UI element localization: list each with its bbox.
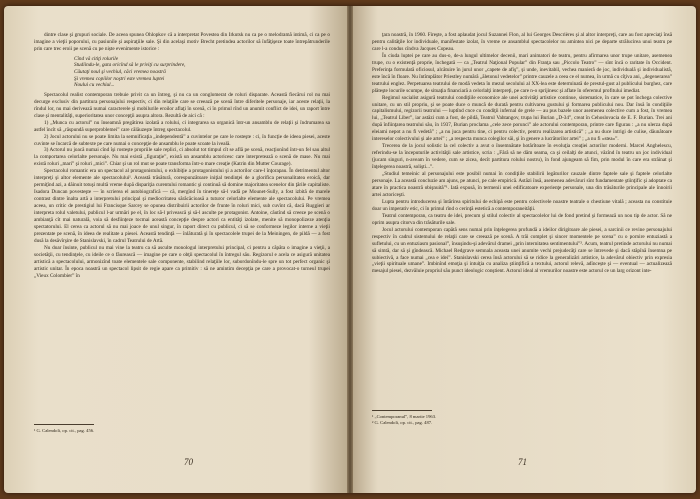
footnote-rule [372,410,432,411]
verse-line: Şi vremea copiilor noştri este vremea luptei [74,75,165,82]
verse-line: Studiindu-le, gata oricînd să le priviţi cu surprindere, [74,62,186,69]
verse-line: Căutaţi noul şi vechiul, căci vremea noastră [74,69,166,76]
left-text-column [34,32,330,280]
right-text-column [372,32,672,275]
page-number: 70 [184,457,193,467]
paragraph: Teatrul contemporan, ca teatru de idei, precum şi stilul colectiv al spectacolelor lui de fond pretind şi formează un nou tip de actor. Să ne oprim asupra citorva din trăsăturile sale. [372,212,672,226]
right-page [350,6,696,493]
page-number: 71 [518,457,527,467]
paragraph: Jocul actorului contemporan capătă sens numai prin înţelegerea profundă a ideilor dirigitoare ale piesei, a sarcinii ce revine personajului respectiv în cadrul sistemului de relaţii care se creează pe scenă. A trăi complet şi sincer momentele pe scena” cu o pornire entuziastă a sufletului, cu un entuziasm pasional”, însuşindu-şi adevărul dramei „prin internitatea sentimentului”². Acum, teatrul pretinde actorului nu numai să simtă, dar să şi gîndească. Michael Redgrave semnala aceasta unei anumite vechi prejudecăţi care se întrevede şi dacă stăpînă însemna pe subiectivă, a face numai „cea e idei”. Stanislavski cerea însă actorului să se ridice la generalizări artistice, la adevărul obiectiv prin expresia „vieţii spirituale umane”. Imbinînd emoţia şi intuiţia cu analiza ştiinţifică a textului, actorul relevă, adîncește şi — eventual — actualizează mesajul piesei, dezvăluie propriul său punct ideologic conştient. Actorul ideal al vremurilor noastre este actorul ce un larg orizont inte- [372,226,672,275]
footnote: ¹ „Contemporanul”, 8 martie 1963. [372,414,437,419]
book-gutter [347,6,353,493]
footnote: ² G. Calendoli, op. cit., pag. 487. [372,420,433,425]
paragraph: dintre clase şi grupuri sociale. De aceea spunea Ohlopkov că a interpretat Povestea din Irkutsk nu ca pe o melodramă intimă, ci ca pe o imagine a vieţii poporului, cu pasiunile şi aspiraţiile sale. Şi din acelaşi motiv Brecht pretindea actorilor să înfăţişeze toate întrepătrunderile prin care trec eroii pe scenă cu pe niște evenimente istorice : [34,32,330,52]
paragraph: Lupta pentru introducerea şi întărirea spiritului de echipă este pentru colectivele noastre teatrale o chestiune vitală ; aceasta nu constituie doar un imperativ etic, ci în primul rînd o cerinţă estetică a contemporaneităţii. [372,198,672,212]
paragraph: În ciuda luptei pe care au dus-o, de-a lungul ultimelor decenii, mari animatori de teatru, pentru afirmarea unor trupe unitare, asemenea trupe, cu o existenţă proprie, închegată — ca „Teatrul Naţional Popular” din Franţa sau „Piccolo Teatro” — sînt încă o raritate în Occident. Preferinţa formulată oficiosul, alcătuire în jurul unor „capete de afiş”, şi unde, inevitabil, vechea manieră de joc, individuală şi individualistă, este încă în floare. Nu întîmplător Priestley numără „ăletonul vedetelor” printre cauzele a ceea ce el numea, în urmă cu cîţiva ani, „degenerarea” teatrului englez. Perpetuarea teatrului de modă vedeta în mezul secolului al XX-lea este determinată de prestul-gust al publicului burghez, care plăteşte locurile scumpe, de situaţia financiară a celorlalţi interpreţi, pe care n-o sprijinesc şi aflate în oferemul profitului imediat. [372,52,672,94]
paragraph: ţara noastră, în 1960. Fireşte, a fost aplaudat jocul Suzannei Flon, al lui Georges Descrières şi al altor interpreţi, care au fost apreciaţi însă pentru calităţile lor individuale, manifestate izolat, în vreme ce ansamblul spectacolelor nu amintea nici pe departe strălucirea unui teatru pe care l-a condus cîndva Jacques Copeau. [372,32,672,52]
paragraph: 1) „Munca cu actorul” nu înseamnă pregătirea izolată a rolului, ci integrarea sa organică într-un ansamblu de relaţii şi îndrumarea sa astfel încît să „răspundă superproblemei” care călăuzeşte întreg spectacolul. [34,119,330,133]
paragraph: Spectacolul romantic era un spectacol al protagonistului, o exhibiţie a protagonistului şi a actorilor care-l înţorapau. În detrimentul altor interpreţi şi altor elemente ale spectacolului¹. Această trăsătură, corespunzătoare iniţial tendinţei de a glorifica personalitatea eroică, dar permiţînd azi, a dăinuit totuşi multă vreme după dispariţia curentului romantic şi continuă să domine majoritatea scenelor din ţările capitaliste. Isadora Duncan povesteşte — în scrierea el autobiografică — că, mergînd în tinereţe să-l vadă pe Mounet-Sully, a fost izbită de marele contrast dintre înalta artă a interpretului principal şi mediocritatea sărăcăcioasă a tuturor celorlalte elemente ale spectacolului. Pe vremea aceea, un critic de prestigiul lui Francisque Sarcey se opunea distribuirii actorilor de frunte în roluri mici, sub cuvînt că, dacă Ruggieri ar interpreta rolul valetului, publicul l-ar urmări pe el, în loc să-l privească şi să-l asculte pe protagonist. Antoine, căutînd să creeze pe scenă o ambianţă cît mai naturală, voia să desfiinţeze tocmai această concepţie despre actori ca entităţi izolate, menite să monopolizeze atenţia spectatorului. El cerea ca actorul să nu mai joace de unul singur, în raport direct cu publicul, ci să se conformeze legilor interne a vieţii prezentate pe scenă, în ideea de realitate a piesei. Această tendinţă — înlăturată şi în spectacolele trupei de la Meiningen, de pildă — a fost dusă la desăvîrşire de Stanislavski, în cadrul Teatrului de Artă. [34,168,330,244]
left-page [4,6,350,493]
paragraph: Trecerea de la jocul solistic la cel colectiv a avut o însemnătate hotărîtoare în evoluţia creaţiei actorilor moderni. Marcel Anghelescu, referindu-se la începuturile activităţii sale artistice, scria : „Fără să ne dăm seama, ca şi ceilalţi de atunci, văzînd în teatru un joc individual (jucam singuri, n-aveam în vedere, cum se zicea, decît partitura rolului nostru), în fond ajungeam să fim, prin modul în care era străinat şi înţelegerea noastră, solişti...”. [372,143,672,171]
book-spread [4,6,696,493]
footnote: ¹ G. Calendoli, op. cit., pag. 456. [34,428,95,433]
verse-line: Noului cu vechiul... [74,82,115,89]
paragraph: Spectacolul realist contemporan trebuie privit ca un întreg, şi nu ca un conglomerat de roluri disparate. Această fiecărui rol nu mai decurge exclusiv din partitura personajului respectiv, ci din relaţiile care se creează pe scenă între diferitele personaje, iar aceste relaţii, la rîndul lor, nu mai derivează numai caracterele şi mobilurile eroilor aflaţi în scenă, ci în primul rînd un anumit conflict de idei, un raport între clase şi mentalităţi, superioritatea unor concepţii asupra altora. Rezultă de aici că : [34,91,330,119]
footnotes [372,414,672,426]
paragraph: Regimul socialist asigură teatrului condiţiile economice ale unei activităţi artistice continue, sistematice, în care se pot închega colective unitare, cu un stil propriu, şi se poate duce o muncă de durată pentru cultivarea gustului şi formarea publicului nou. Dar însă în condiţiile capitalismului, regizorii teatrului — luptînd cnce cu condiţii infernal de grele — au pus bazele unor asemenea colective cum a fost, în vremea lui, „Teatrul Liber”, iar astăzi cum a fost, de pildă, Teatrul Vahtangov, trupa lui Burian „D-34”, creat în Cehoslovacia de E. F. Burian. Trei ani după înfiinţarea teatrului său, în 1937, Burian proclama „cele zece porunci” ale actorului contemporan, printre care figurau : „a nu ulerza după eleiami nepot a nu fi vedetă” ; „a nu juca pentru tine, ci pentru colectiv, pentru realizarea artistică” ; „a nu duce intrigi de culise, dăunătoare intereselor colectivului şi ale artei” ; „a respecta munca colegilor săi, şi în genere a lucrătorilor artei” ; „a nu fi «stea»”. [372,94,672,143]
paragraph: Nu doar însinte, publicul nu mai vine la teatru ca să asculte monologul interpretului principal, ci pentru a căpăta o imagine a vieţii, a societăţii, cu tendinţele, cu ideile ce o făurească — imagine pe care o obţii spectacolul în întregul său. Regizorul e acela ce asigură unitatea artistică a spectacolului, armonizînd toate elementele sale componente, stabilind relaţiile lor, subordonîndu-le spre un tot perfect organic şi artistic unitar. În epoca noastră un spectacol lipsit de regie apare ca primitiv : să ne amintim decepţia pe care a provocat-o turneul trupei „Vieux Colombier” în [34,244,330,279]
verse-quote [74,56,330,89]
paragraph: 2) Jocul actorului nu se poate limita la semnificaţia „independentă” a cuvintelor pe care le rosteşte : ci, în funcţie de ideea piesei, aceste cuvinte se încarcă de subtexte pe care numai o concepţie de ansamblu le poate scoate la iveală. [34,133,330,147]
paragraph: „Studiul temeinic al personajului este posibil numai în condiţiile stabilirii legăturilor cauzale dintre faptele sale şi faptele celorlalte personaje. La această concluzie am ajuns, pe atunci, pe cale empirică. Astăzi însă, asemenea adevăruri sînt fundamentate ştiinţific şi adoptate ca atare în practica noastră obişnuită”¹. Iată expusă, în termenii unei edificatoare experienţe personale, una din trăsăturile principale ale înnoirii artei actoriceşti. [372,171,672,198]
verse-line: Cînd vă citiţi rolurile [74,55,119,62]
paragraph: 3) Actorul nu joacă numai cînd îşi rosteşte propriile sale replici, ci absolut tot timpul cît se află pe scenă, reacţionînd într-un fel sau altul la comportarea celorlalte personaje. Nu mai există „figuraţie”, există un ansamblu actoricesc care interpretează o scenă de mase. Nu mai există roluri „mari” şi roluri „mici”. Chiar şi un rol mut se poate transforma într-o mare creaţie (Katrin din Mutter Courage). [34,147,330,168]
footnote-rule [34,424,94,425]
